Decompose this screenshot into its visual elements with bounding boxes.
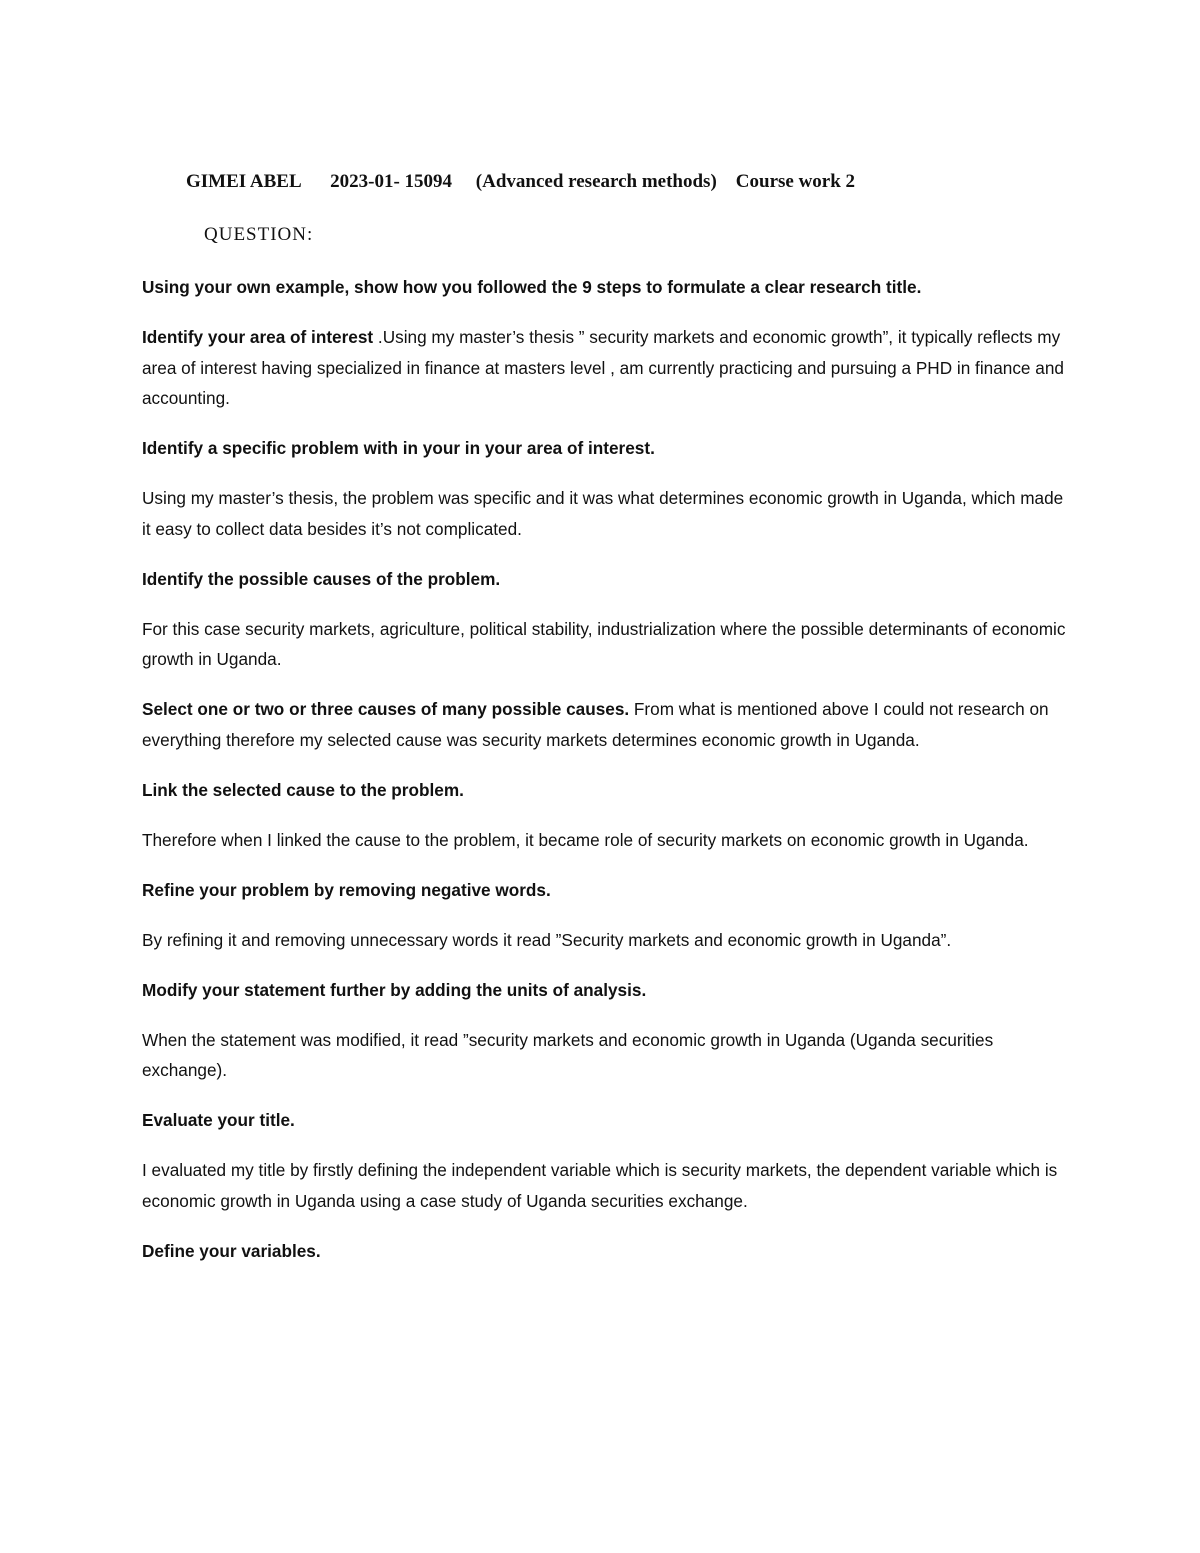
- step-9-heading: Define your variables.: [142, 1240, 321, 1261]
- step-1-paragraph: [142, 322, 1067, 414]
- student-name: GIMEI ABEL: [186, 171, 302, 192]
- step-4-text: From what is mentioned above I could not research on everything therefore my selected cause was security markets determines economic growth in Uganda.: [142, 699, 1049, 750]
- step-8-heading: Evaluate your title.: [142, 1110, 295, 1130]
- step-5-heading: Link the selected cause to the problem.: [142, 779, 464, 800]
- registration-number: 2023-01- 15094: [330, 171, 453, 192]
- step-4-paragraph: [142, 694, 1067, 755]
- step-7-heading: Modify your statement further by adding the units of analysis.: [142, 979, 647, 1000]
- course-name: (Advanced research methods): [475, 171, 717, 192]
- step-2-heading: Identify a specific problem with in your in your area of interest.: [142, 438, 655, 458]
- document-body: [142, 272, 1067, 1286]
- step-5-text: Therefore when I linked the cause to the problem, it became role of security markets on economic growth in Uganda.: [142, 829, 1029, 850]
- step-3-heading: Identify the possible causes of the problem.: [142, 568, 501, 589]
- question-label: QUESTION:: [204, 224, 314, 245]
- step-7-text: When the statement was modified, it read ”security markets and economic growth in Uganda (Uganda securities exchange).: [142, 1029, 994, 1080]
- step-1-heading: Identify your area of interest: [142, 327, 374, 347]
- coursework-label: Course work 2: [735, 171, 856, 192]
- step-1-text: .Using my master’s thesis ” security markets and economic growth”, it typically reflects my area of interest having specialized in finance at masters level , am currently practicing and pursuing a PHD in finance and accounting.: [142, 327, 1064, 408]
- document-header: [186, 168, 855, 196]
- step-4-heading: Select one or two or three causes of many possible causes.: [142, 699, 630, 719]
- step-3-text: For this case security markets, agriculture, political stability, industrialization where the possible determinants of economic growth in Uganda.: [142, 618, 1066, 669]
- step-6-heading: Refine your problem by removing negative words.: [142, 879, 551, 900]
- step-6-text: By refining it and removing unnecessary words it read ”Security markets and economic growth in Uganda”.: [142, 929, 952, 950]
- step-2-text: Using my master’s thesis, the problem was specific and it was what determines economic growth in Uganda, which made it easy to collect data besides it’s not complicated.: [142, 488, 1064, 539]
- question-text: Using your own example, show how you followed the 9 steps to formulate a clear research title.: [142, 277, 922, 297]
- step-8-text: I evaluated my title by firstly defining the independent variable which is security markets, the dependent variable which is economic growth in Uganda using a case study of Uganda securities exchange.: [142, 1160, 1058, 1211]
